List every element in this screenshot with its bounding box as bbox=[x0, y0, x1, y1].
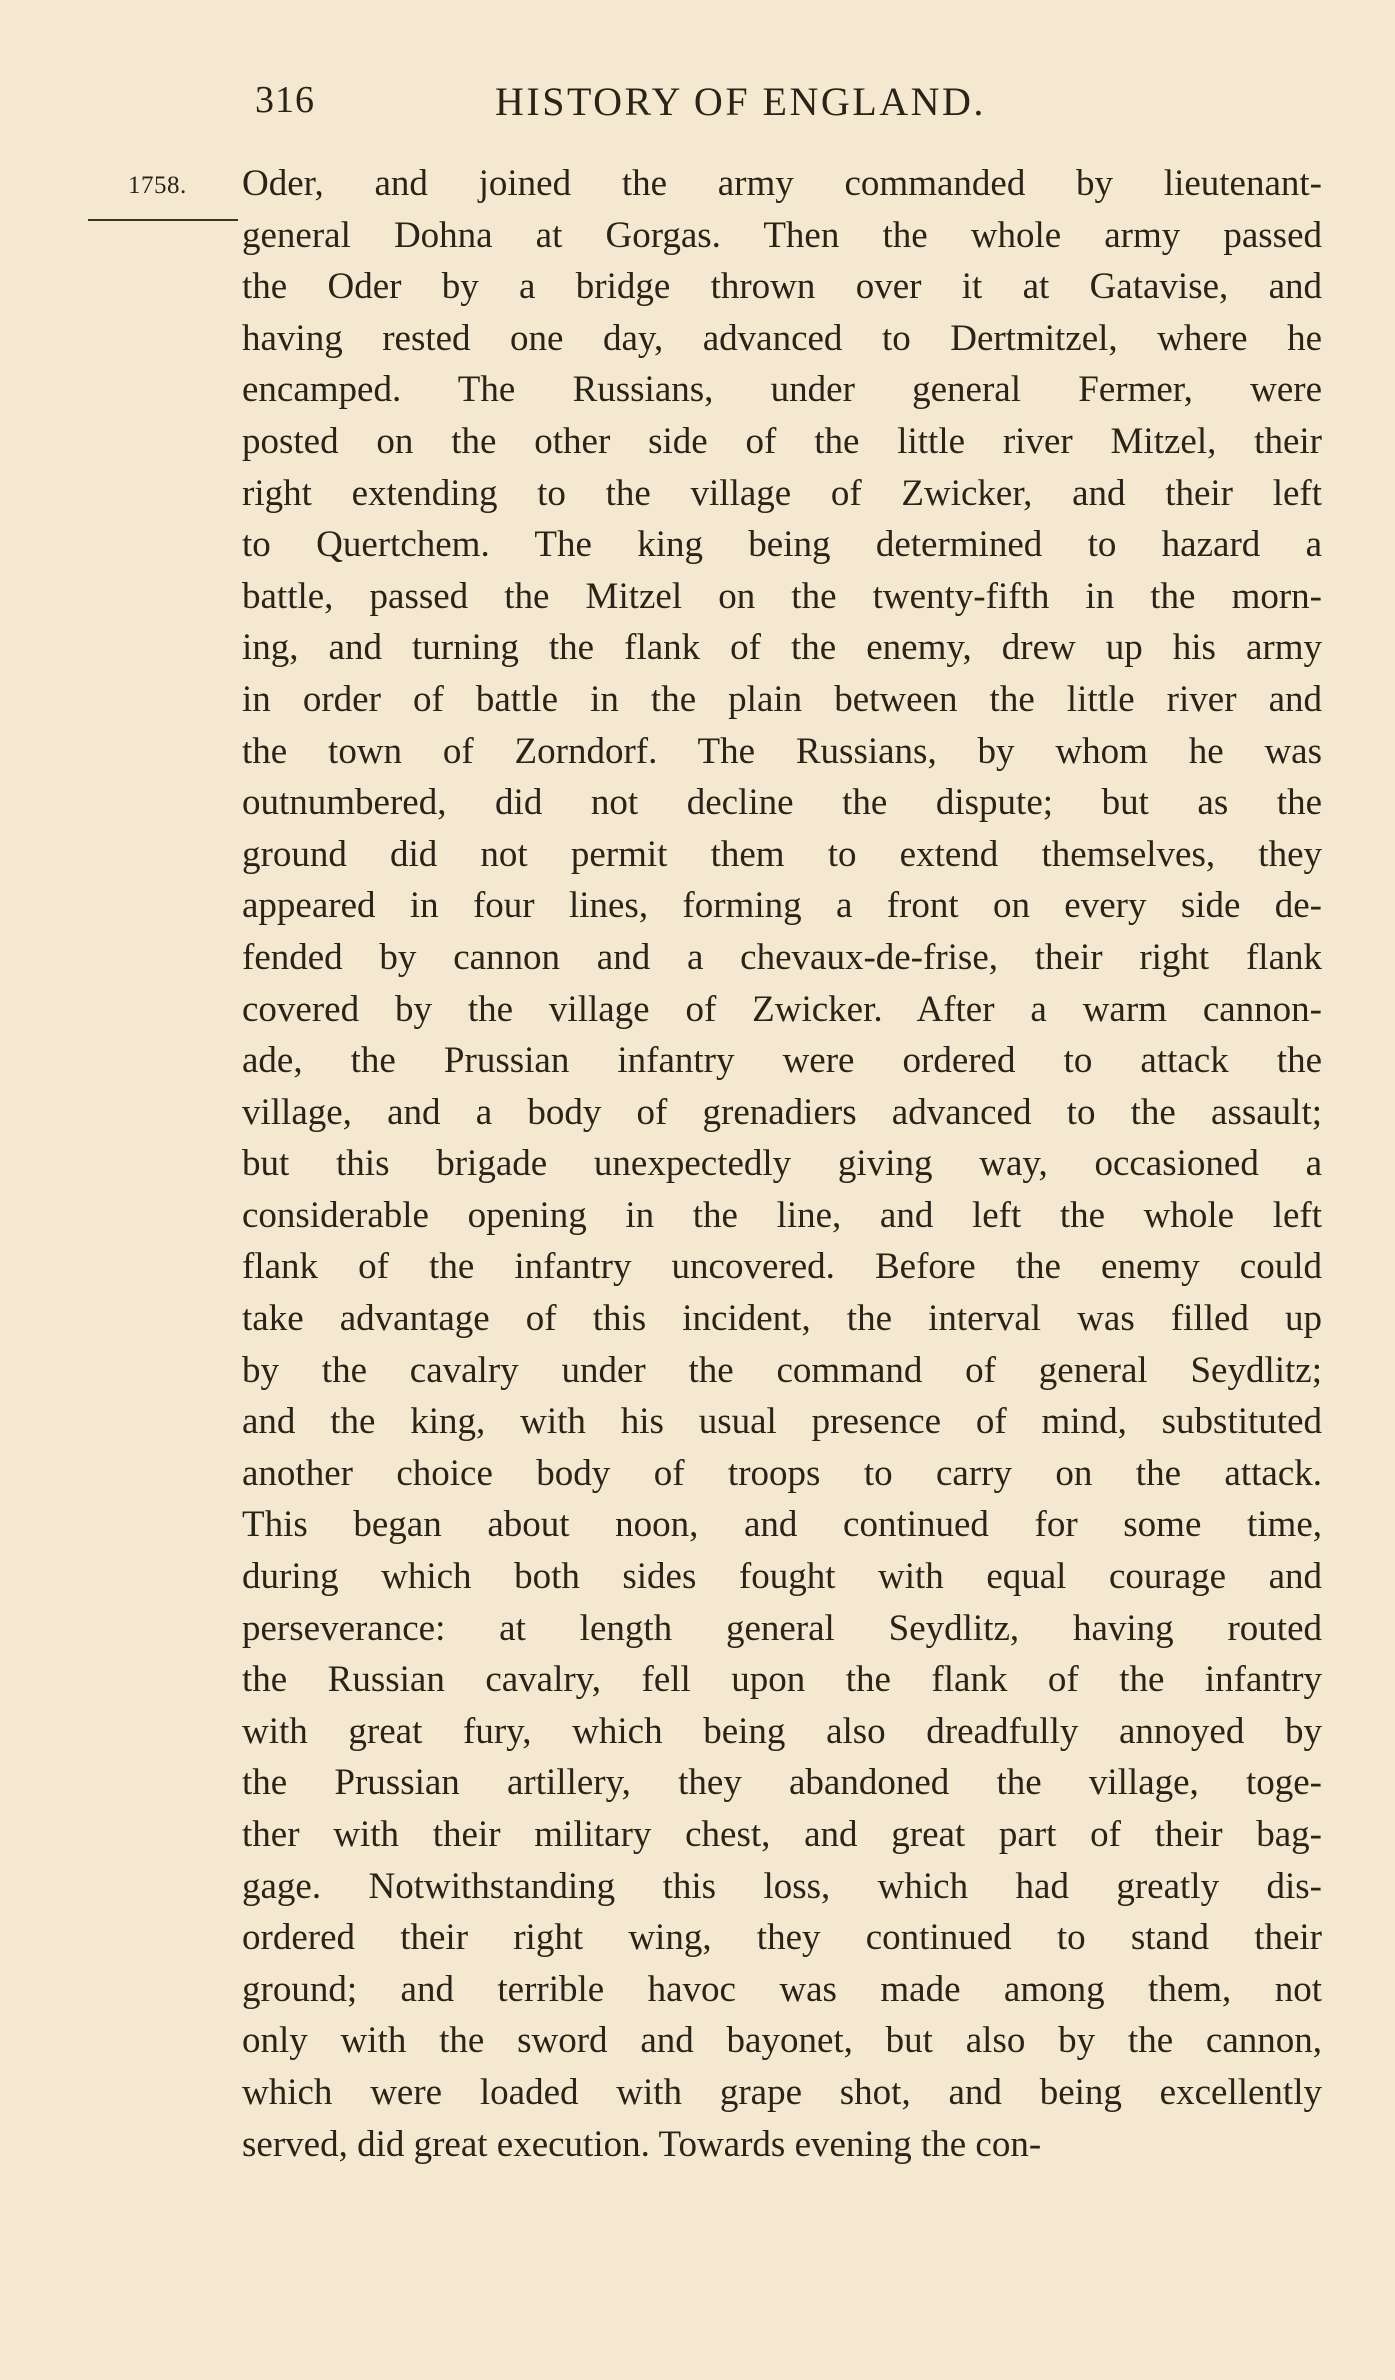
text-line: fended by cannon and a chevaux-de-frise, their right flank bbox=[242, 936, 1322, 978]
text-line: gage. Notwithstanding this loss, which had greatly dis- bbox=[242, 1865, 1322, 1907]
text-line: and the king, with his usual presence of mind, substituted bbox=[242, 1401, 1322, 1443]
text-line: having rested one day, advanced to Dertmitzel, where he bbox=[242, 317, 1322, 359]
text-line: ing, and turning the flank of the enemy, drew up his army bbox=[242, 627, 1322, 669]
text-line: encamped. The Russians, under general Fermer, were bbox=[242, 369, 1322, 411]
text-line: the town of Zorndorf. The Russians, by whom he was bbox=[242, 730, 1322, 772]
text-line: ordered their right wing, they continued to stand their bbox=[242, 1917, 1322, 1959]
text-line: by the cavalry under the command of general Seydlitz; bbox=[242, 1349, 1322, 1391]
text-line: posted on the other side of the little river Mitzel, their bbox=[242, 420, 1322, 462]
text-line: This began about noon, and continued for some time, bbox=[242, 1504, 1322, 1546]
text-line: flank of the infantry uncovered. Before the enemy could bbox=[242, 1246, 1322, 1288]
text-line: which were loaded with grape shot, and being excellently bbox=[242, 2071, 1322, 2113]
text-line: to Quertchem. The king being determined to hazard a bbox=[242, 524, 1322, 566]
text-line: take advantage of this incident, the interval was filled up bbox=[242, 1298, 1322, 1340]
text-line: the Prussian artillery, they abandoned the village, toge- bbox=[242, 1762, 1322, 1804]
text-line: ground; and terrible havoc was made among them, not bbox=[242, 1968, 1322, 2010]
text-line: perseverance: at length general Seydlitz, having routed bbox=[242, 1607, 1322, 1649]
text-line: right extending to the village of Zwicker, and their left bbox=[242, 472, 1322, 514]
text-line: in order of battle in the plain between the little river and bbox=[242, 678, 1322, 720]
running-head bbox=[255, 78, 1095, 138]
page-title: HISTORY OF ENGLAND. bbox=[495, 79, 986, 124]
text-line: served, did great execution. Towards evening the con- bbox=[242, 2123, 1042, 2165]
margin-year-note: 1758. bbox=[128, 172, 187, 199]
text-line: village, and a body of grenadiers advanced to the assault; bbox=[242, 1091, 1322, 1133]
text-line: battle, passed the Mitzel on the twenty-fifth in the morn- bbox=[242, 575, 1322, 617]
text-line: ther with their military chest, and great part of their bag- bbox=[242, 1814, 1322, 1855]
text-line: the Russian cavalry, fell upon the flank of the infantry bbox=[242, 1659, 1322, 1701]
text-line: but this brigade unexpectedly giving way, occasioned a bbox=[242, 1143, 1322, 1185]
body-text bbox=[242, 158, 1322, 2170]
text-line: covered by the village of Zwicker. After a warm cannon- bbox=[242, 988, 1322, 1030]
text-line: with great fury, which being also dreadfully annoyed by bbox=[242, 1710, 1322, 1752]
text-line: ground did not permit them to extend themselves, they bbox=[242, 833, 1322, 875]
text-line: Oder, and joined the army commanded by lieutenant- bbox=[242, 163, 1322, 204]
text-line: another choice body of troops to carry on the attack. bbox=[242, 1452, 1322, 1494]
text-line: outnumbered, did not decline the dispute; but as the bbox=[242, 782, 1322, 824]
text-line: considerable opening in the line, and left the whole left bbox=[242, 1194, 1322, 1236]
text-line: ade, the Prussian infantry were ordered to attack the bbox=[242, 1040, 1322, 1082]
text-line: appeared in four lines, forming a front on every side de- bbox=[242, 885, 1322, 927]
text-line: only with the sword and bayonet, but also by the cannon, bbox=[242, 2020, 1322, 2062]
margin-rule bbox=[88, 219, 238, 221]
text-line: during which both sides fought with equal courage and bbox=[242, 1556, 1322, 1598]
text-line: the Oder by a bridge thrown over it at Gatavise, and bbox=[242, 266, 1322, 308]
page-number: 316 bbox=[255, 79, 315, 121]
text-line: general Dohna at Gorgas. Then the whole army passed bbox=[242, 214, 1322, 256]
